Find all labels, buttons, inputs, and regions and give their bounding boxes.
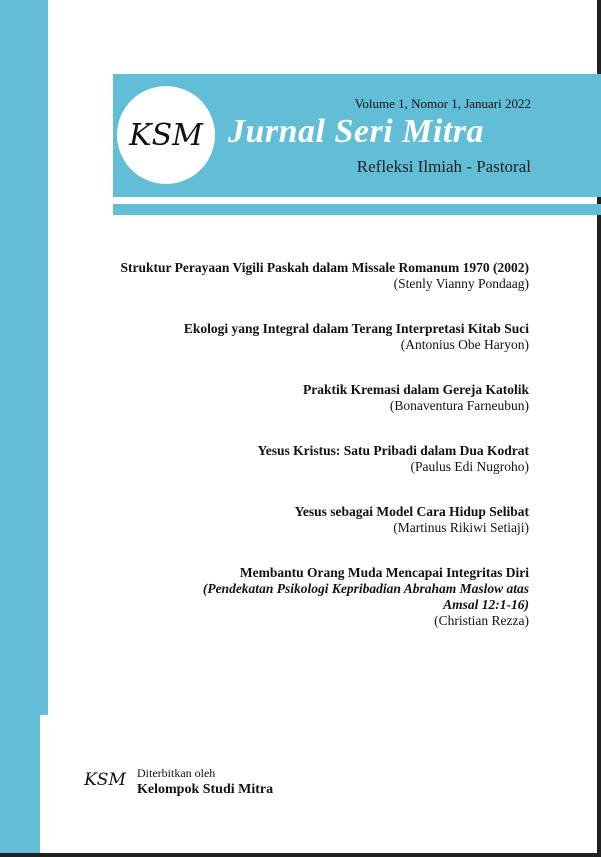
- article-author: (Stenly Vianny Pondaag): [393, 276, 529, 291]
- ksm-logo-icon: [121, 105, 211, 165]
- article-item: [49, 382, 529, 414]
- volume-info: Volume 1, Nomor 1, Januari 2022: [354, 96, 531, 111]
- journal-subtitle: Refleksi Ilmiah - Pastoral: [356, 157, 531, 176]
- article-author: (Bonaventura Farneubun): [389, 398, 529, 413]
- publisher-block: [137, 766, 273, 799]
- svg-text:KSM: KSM: [84, 770, 126, 790]
- article-author: (Paulus Edi Nugroho): [410, 459, 529, 474]
- article-subtitle: (Pendekatan Psikologi Kepribadian Abraham Maslow atas: [202, 581, 529, 596]
- publisher-name: Kelompok Studi Mitra: [137, 782, 274, 797]
- left-accent-bar: [0, 0, 48, 715]
- publisher-label: Diterbitkan oleh: [137, 766, 216, 780]
- article-subtitle: Amsal 12:1-16): [443, 597, 529, 612]
- article-item: [49, 443, 529, 475]
- svg-text:KSM: KSM: [129, 118, 203, 153]
- article-author: (Antonius Obe Haryon): [400, 337, 529, 352]
- header-underline: [113, 204, 601, 215]
- article-author: (Christian Rezza): [434, 613, 529, 628]
- article-title: Ekologi yang Integral dalam Terang Interpretasi Kitab Suci: [183, 321, 529, 336]
- article-list: [49, 260, 529, 658]
- article-item: [49, 321, 529, 353]
- bottom-strip-gap: [40, 715, 48, 853]
- article-title: Yesus Kristus: Satu Pribadi dalam Dua Kodrat: [257, 443, 529, 458]
- article-title: Membantu Orang Muda Mencapai Integritas Diri: [239, 565, 529, 580]
- article-title: Praktik Kremasi dalam Gereja Katolik: [303, 382, 529, 397]
- article-title: Yesus sebagai Model Cara Hidup Selibat: [294, 504, 529, 519]
- publisher-logo: [80, 753, 130, 803]
- journal-title: Jurnal Seri Mitra: [228, 113, 485, 150]
- ksm-logo: [117, 86, 215, 184]
- article-item: [49, 260, 529, 292]
- ksm-logo-icon: [80, 753, 130, 803]
- article-item: [49, 504, 529, 536]
- article-item: [49, 565, 529, 629]
- article-title: Struktur Perayaan Vigili Paskah dalam Missale Romanum 1970 (2002): [120, 260, 529, 275]
- article-author: (Martinus Rikiwi Setiaji): [393, 520, 529, 535]
